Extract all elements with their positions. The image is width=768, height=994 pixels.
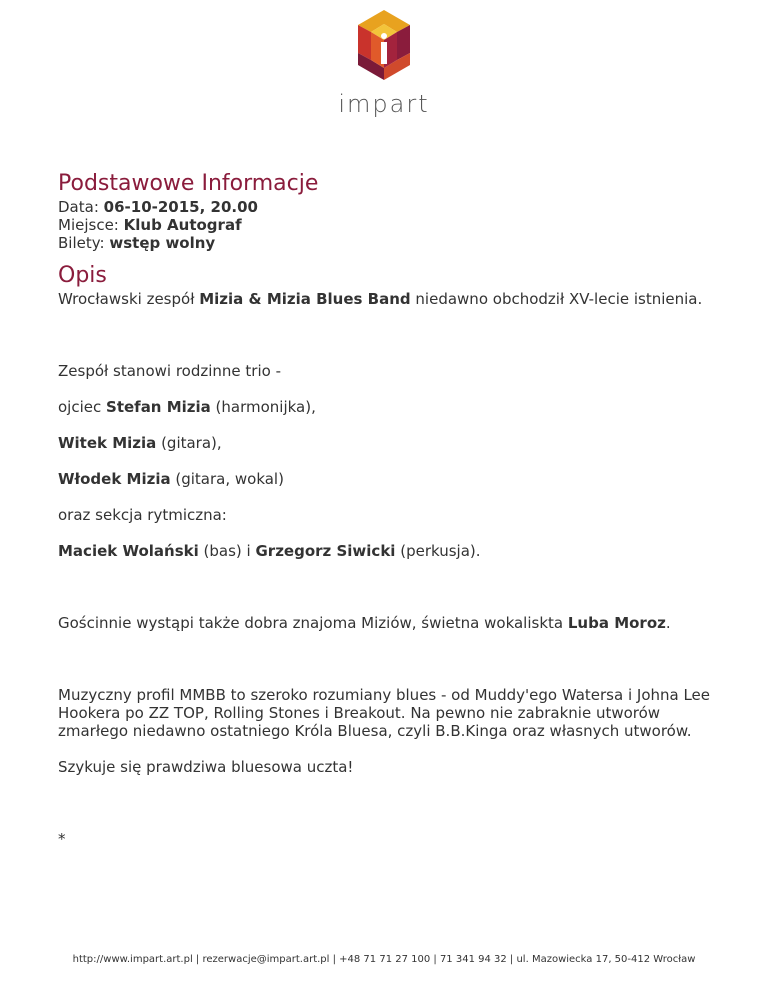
paragraph-member-wlodek: Włodek Mizia (gitara, wokal) <box>58 470 284 488</box>
section-title-info: Podstawowe Informacje <box>58 171 319 196</box>
paragraph-guest: Gościnnie wystąpi także dobra znajoma Miziów, świetna wokaliskta Luba Moroz. <box>58 614 671 632</box>
paragraph-rhythm-members: Maciek Wolański (bas) i Grzegorz Siwicki (perkusja). <box>58 542 481 560</box>
paragraph-rhythm: oraz sekcja rytmiczna: <box>58 506 227 524</box>
info-place: Miejsce: Klub Autograf <box>58 216 242 234</box>
paragraph-profile: Muzyczny profil MMBB to szeroko rozumiany blues - od Muddy'ego Watersa i Johna Lee Hookera po ZZ TOP, Rolling Stones i Breakout. Na pewno nie zabraknie utworów zmarłego niedawno ostatniego Króla Bluesa, czyli B.B.Kinga oraz własnych utworów. <box>58 686 711 740</box>
paragraph-member-witek: Witek Mizia (gitara), <box>58 434 222 452</box>
paragraph-intro: Wrocławski zespół Mizia & Mizia Blues Band niedawno obchodził XV-lecie istnienia. <box>58 290 703 308</box>
logo <box>0 8 768 118</box>
paragraph-trio: Zespół stanowi rodzinne trio - <box>58 362 281 380</box>
impart-logo-icon <box>352 8 416 82</box>
paragraph-member-stefan: ojciec Stefan Mizia (harmonijka), <box>58 398 316 416</box>
logo-wordmark: impart <box>338 90 430 118</box>
info-tickets: Bilety: wstęp wolny <box>58 234 216 252</box>
paragraph-closing: Szykuje się prawdziwa bluesowa uczta! <box>58 758 354 776</box>
info-date: Data: 06-10-2015, 20.00 <box>58 198 258 216</box>
document-body <box>58 170 718 848</box>
footer-contact: http://www.impart.art.pl | rezerwacje@impart.art.pl | +48 71 71 27 100 | 71 341 94 32 | ul. Mazowiecka 17, 50-412 Wrocław <box>72 954 696 965</box>
asterisk: * <box>58 830 66 848</box>
section-title-opis: Opis <box>58 263 107 288</box>
